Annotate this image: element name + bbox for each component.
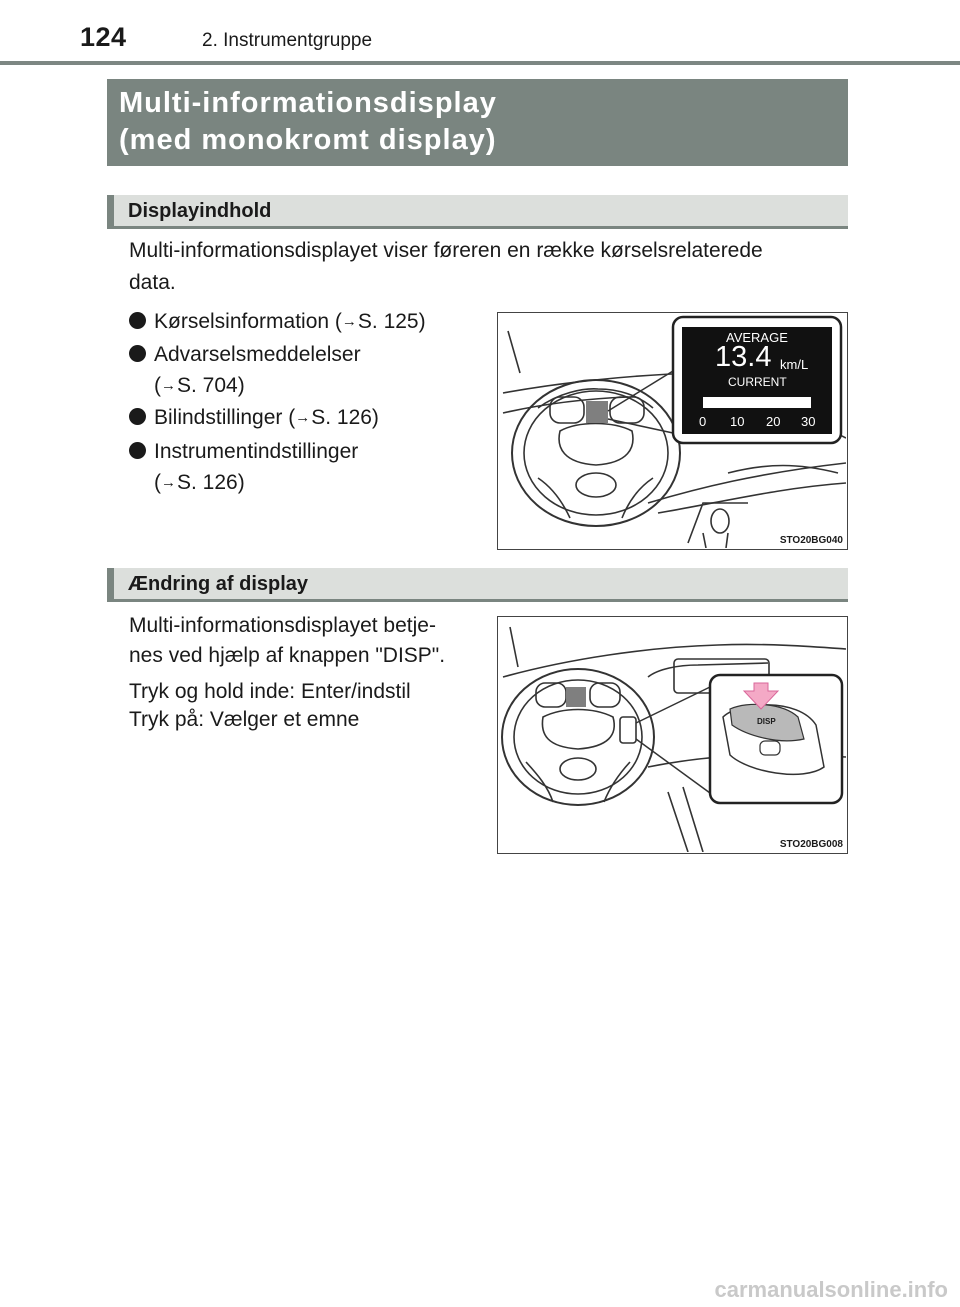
paren-open: ( [154,374,161,397]
screen-unit: km/L [780,357,809,372]
figure-code: STO20BG008 [779,839,843,850]
watermark: carmanualsonline.info [714,1277,948,1302]
page-reference-link[interactable]: S. 126) [177,471,245,494]
section-accent [107,195,114,226]
para1-line-2: nes ved hjælp af knappen "DISP". [129,644,446,667]
chapter-title: 2. Instrumentgruppe [202,30,373,51]
bullet-dot-icon [129,312,146,329]
screen-current-label: CURRENT [728,375,787,389]
bullet-text: Bilindstillinger ( [154,406,296,429]
screen-average-label: AVERAGE [726,330,788,345]
dashboard-illustration [498,313,846,548]
para1-line-1: Multi-informationsdisplayet betje- [129,614,436,637]
display-location-highlight [586,401,608,423]
page-reference-link[interactable]: S. 126) [311,406,379,429]
bullet-text: Instrumentindstillinger [154,440,359,463]
intro-line-2: data. [129,271,176,294]
page-number: 124 [80,22,127,52]
bullet-dot-icon [129,408,146,425]
title-line-2: (med monokromt display) [119,124,497,156]
paren-open: ( [154,471,161,494]
bullet-text: Advarselsmeddelelser [154,343,361,366]
arrow-right-icon: → [341,313,357,330]
title-line-1: Multi-informationsdisplay [119,87,497,119]
scale-tick-0: 0 [699,414,707,429]
title-banner [107,79,848,166]
scale-tick-30: 30 [801,414,816,429]
page-reference-link[interactable]: S. 125) [357,310,426,333]
scale-tick-10: 10 [730,414,745,429]
bullet-dot-icon [129,442,146,459]
screen-value: 13.4 [715,341,772,373]
display-location-highlight [566,687,586,707]
section-heading-label: Ændring af display [128,573,309,595]
arrow-right-icon: → [161,377,176,394]
scale-tick-20: 20 [766,414,781,429]
section-accent [107,568,114,599]
bullet-dot-icon [129,345,146,362]
disp-button-label: DISP [757,717,776,726]
figure-dashboard-display [497,312,848,550]
section-heading-aendring [107,568,848,602]
section-heading-displayindhold [107,195,848,229]
figure-steering-disp-button [497,616,848,854]
para2-line-1: Tryk og hold inde: Enter/indstil [129,680,411,703]
intro-line-1: Multi-informationsdisplayet viser føreren en række kørselsrelaterede [129,239,763,262]
bullet-text: Kørselsinformation ( [154,310,342,333]
section-heading-label: Displayindhold [128,200,272,222]
para2-line-2: Tryk på: Vælger et emne [129,708,360,731]
header-rule [0,61,960,65]
page-reference-link[interactable]: S. 704) [177,374,245,397]
arrow-right-icon: → [295,409,311,426]
steering-wheel-illustration [498,617,846,852]
arrow-right-icon: → [161,474,176,491]
figure-code: STO20BG040 [779,535,843,546]
